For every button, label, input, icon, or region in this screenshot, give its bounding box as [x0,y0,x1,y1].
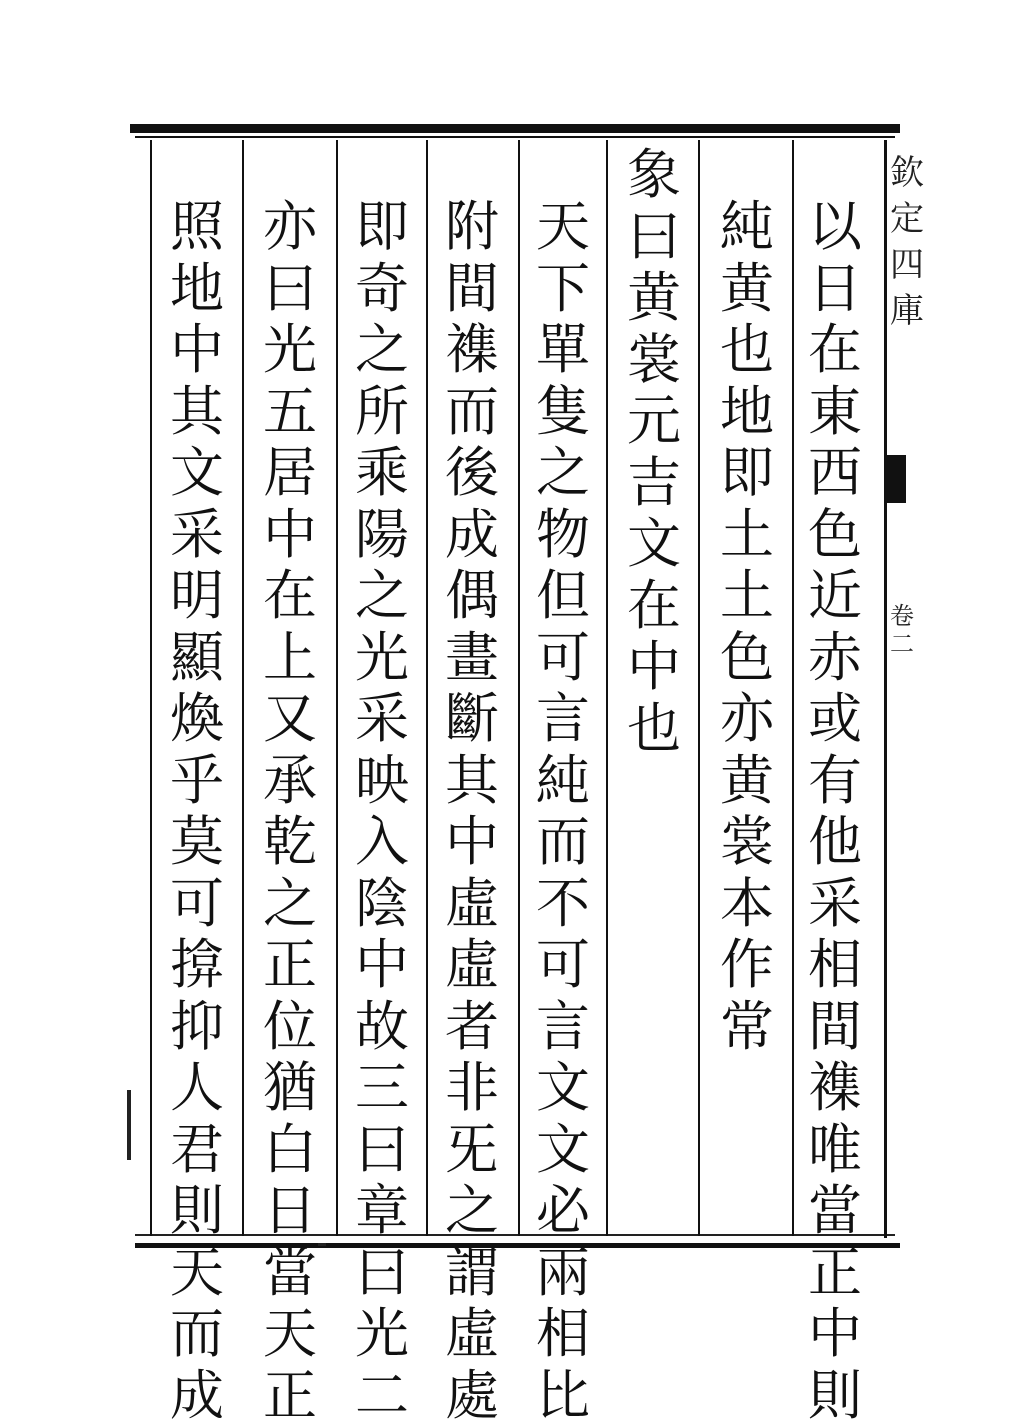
column-char: 曰 [355,1240,409,1304]
print-speck [318,1243,326,1246]
margin-juan-label [890,602,914,658]
top-border-rule [130,124,900,133]
column-char: 陰 [355,871,409,935]
column-char: 相 [536,1302,590,1365]
bottom-border-rule [135,1243,900,1248]
column-char: 裳 [627,327,681,391]
column-char: 色 [720,625,774,689]
column-char: 入 [355,810,409,873]
column-char: 以 [808,195,862,258]
column-char: 之 [263,871,317,935]
column-char: 天 [263,1302,317,1365]
column-char: 斷 [445,687,499,750]
column-char: 在 [627,573,681,637]
column-char: 相 [808,933,862,996]
column-char: 之 [355,564,409,627]
column-char: 亦 [720,687,774,750]
column-char: 君 [170,1117,224,1181]
column-char: 故 [355,994,409,1058]
column-char: 可 [536,933,590,996]
column-char: 西 [808,441,862,504]
column-char: 位 [263,994,317,1058]
column-char: 之 [536,441,590,504]
column-char: 裳 [720,810,774,873]
column-char: 文 [170,441,224,504]
column-char: 白 [263,1117,317,1181]
column-char: 單 [536,318,590,381]
column-char: 物 [536,502,590,566]
column-char: 近 [808,564,862,627]
column-char: 顯 [170,625,224,689]
column-char: 曰 [263,256,317,320]
column-char: 在 [808,318,862,381]
column-char: 而 [170,1302,224,1365]
column-char: 虛 [445,871,499,935]
top-inner-rule [135,136,895,138]
column-char: 當 [808,1179,862,1242]
margin-title-char: 庫 [890,291,924,331]
column-char: 曰 [355,1117,409,1181]
column-char: 唯 [808,1117,862,1181]
column-char: 之 [445,1179,499,1242]
column-char: 奇 [355,256,409,320]
column-char: 二 [355,1363,409,1427]
column-char: 中 [355,933,409,996]
column-char: 也 [627,696,681,760]
column-char: 文 [536,1056,590,1119]
column-char: 常 [720,994,774,1058]
column-char: 不 [536,871,590,935]
column-char: 襍 [445,318,499,381]
column-char: 中 [808,1302,862,1365]
column-char: 亦 [263,195,317,258]
column-char: 純 [536,748,590,812]
column-char: 在 [263,564,317,627]
fishtail-mark [884,455,906,503]
column-char: 黄 [720,748,774,812]
column-char: 後 [445,441,499,504]
column-char: 則 [808,1363,862,1427]
column-char: 明 [170,564,224,627]
column-divider [336,140,338,1236]
column-char: 上 [263,625,317,689]
column-char: 而 [536,810,590,873]
column-char: 必 [536,1179,590,1242]
column-char: 天 [536,195,590,258]
column-char: 五 [263,379,317,443]
column-char: 比 [536,1363,590,1427]
column-char: 成 [445,502,499,566]
text-column-4 [528,196,598,1426]
column-char: 煥 [170,687,224,750]
column-char: 而 [445,379,499,443]
column-char: 映 [355,748,409,812]
column-char: 襍 [808,1056,862,1119]
column-char: 光 [355,1302,409,1365]
margin-juan-char: 卷 [890,602,914,630]
text-column-7 [255,196,325,1426]
column-char: 旡 [445,1117,499,1181]
column-char: 元 [627,389,681,452]
column-char: 其 [445,748,499,812]
column-char: 光 [355,625,409,689]
column-char: 色 [808,502,862,566]
column-char: 作 [720,933,774,996]
column-char: 中 [263,502,317,566]
column-char: 所 [355,379,409,443]
column-char: 采 [170,502,224,566]
column-char: 人 [170,1056,224,1119]
column-char: 中 [445,810,499,873]
column-divider [242,140,244,1236]
column-divider [426,140,428,1236]
column-char: 日 [263,1179,317,1242]
column-char: 三 [355,1056,409,1119]
column-divider [792,140,794,1236]
column-char: 土 [720,564,774,627]
column-char: 中 [170,318,224,381]
column-char: 成 [170,1363,224,1427]
column-char: 地 [720,379,774,443]
bottom-inner-rule [135,1234,895,1236]
column-char: 土 [720,502,774,566]
column-char: 但 [536,564,590,627]
column-char: 照 [170,195,224,258]
column-char: 可 [170,871,224,935]
column-char: 隻 [536,379,590,443]
margin-juan-char: 二 [890,630,914,658]
column-char: 采 [808,871,862,935]
column-char: 或 [808,687,862,750]
column-char: 承 [263,748,317,812]
text-column-8 [162,196,232,1426]
column-char: 兩 [536,1240,590,1304]
column-char: 本 [720,871,774,935]
column-char: 黄 [720,256,774,320]
column-char: 正 [808,1240,862,1304]
column-char: 抑 [170,994,224,1058]
column-char: 莫 [170,810,224,873]
column-char: 章 [355,1179,409,1242]
column-char: 黄 [627,266,681,329]
margin-title-char: 定 [890,199,924,239]
column-char: 純 [720,195,774,258]
column-char: 附 [445,195,499,258]
column-char: 之 [355,318,409,381]
column-char: 者 [445,994,499,1058]
column-char: 正 [263,1363,317,1427]
column-char: 陽 [355,502,409,566]
column-char: 猶 [263,1056,317,1119]
column-char: 也 [720,318,774,381]
column-char: 象 [627,143,681,206]
column-char: 又 [263,687,317,750]
column-char: 赤 [808,625,862,689]
column-char: 天 [170,1240,224,1304]
column-divider [698,140,700,1236]
column-char: 采 [355,687,409,750]
margin-title [890,150,924,334]
column-divider [150,140,152,1236]
column-char: 則 [170,1179,224,1242]
column-char: 虛 [445,933,499,996]
text-column-3 [619,144,689,759]
column-divider [518,140,520,1236]
column-char: 乎 [170,748,224,812]
column-char: 乘 [355,441,409,504]
column-char: 非 [445,1056,499,1119]
column-char: 中 [627,635,681,698]
column-char: 間 [445,256,499,320]
text-column-1 [800,196,870,1426]
column-char: 處 [445,1363,499,1427]
column-char: 其 [170,379,224,443]
text-column-5 [437,196,507,1426]
text-column-2 [712,196,782,1057]
column-char: 居 [263,441,317,504]
column-char: 日 [808,256,862,320]
column-char: 曰 [627,204,681,268]
column-char: 虛 [445,1302,499,1365]
column-char: 即 [720,441,774,504]
column-char: 東 [808,379,862,443]
column-char: 文 [627,512,681,575]
column-char: 即 [355,195,409,258]
column-char: 下 [536,256,590,320]
column-char: 地 [170,256,224,320]
column-char: 光 [263,318,317,381]
print-speck [127,1090,131,1160]
column-char: 他 [808,810,862,873]
column-char: 當 [263,1240,317,1304]
margin-title-char: 四 [890,245,924,285]
column-char: 間 [808,994,862,1058]
text-column-6 [347,196,417,1426]
column-char: 揜 [170,933,224,996]
column-char: 言 [536,994,590,1058]
column-char: 畫 [445,625,499,689]
column-char: 文 [536,1117,590,1181]
column-char: 謂 [445,1240,499,1304]
margin-title-char: 欽 [890,153,924,193]
column-char: 有 [808,748,862,812]
column-char: 偶 [445,564,499,627]
column-char: 言 [536,687,590,750]
column-char: 吉 [627,450,681,514]
column-char: 正 [263,933,317,996]
column-char: 乾 [263,810,317,873]
column-char: 可 [536,625,590,689]
column-divider [606,140,608,1236]
